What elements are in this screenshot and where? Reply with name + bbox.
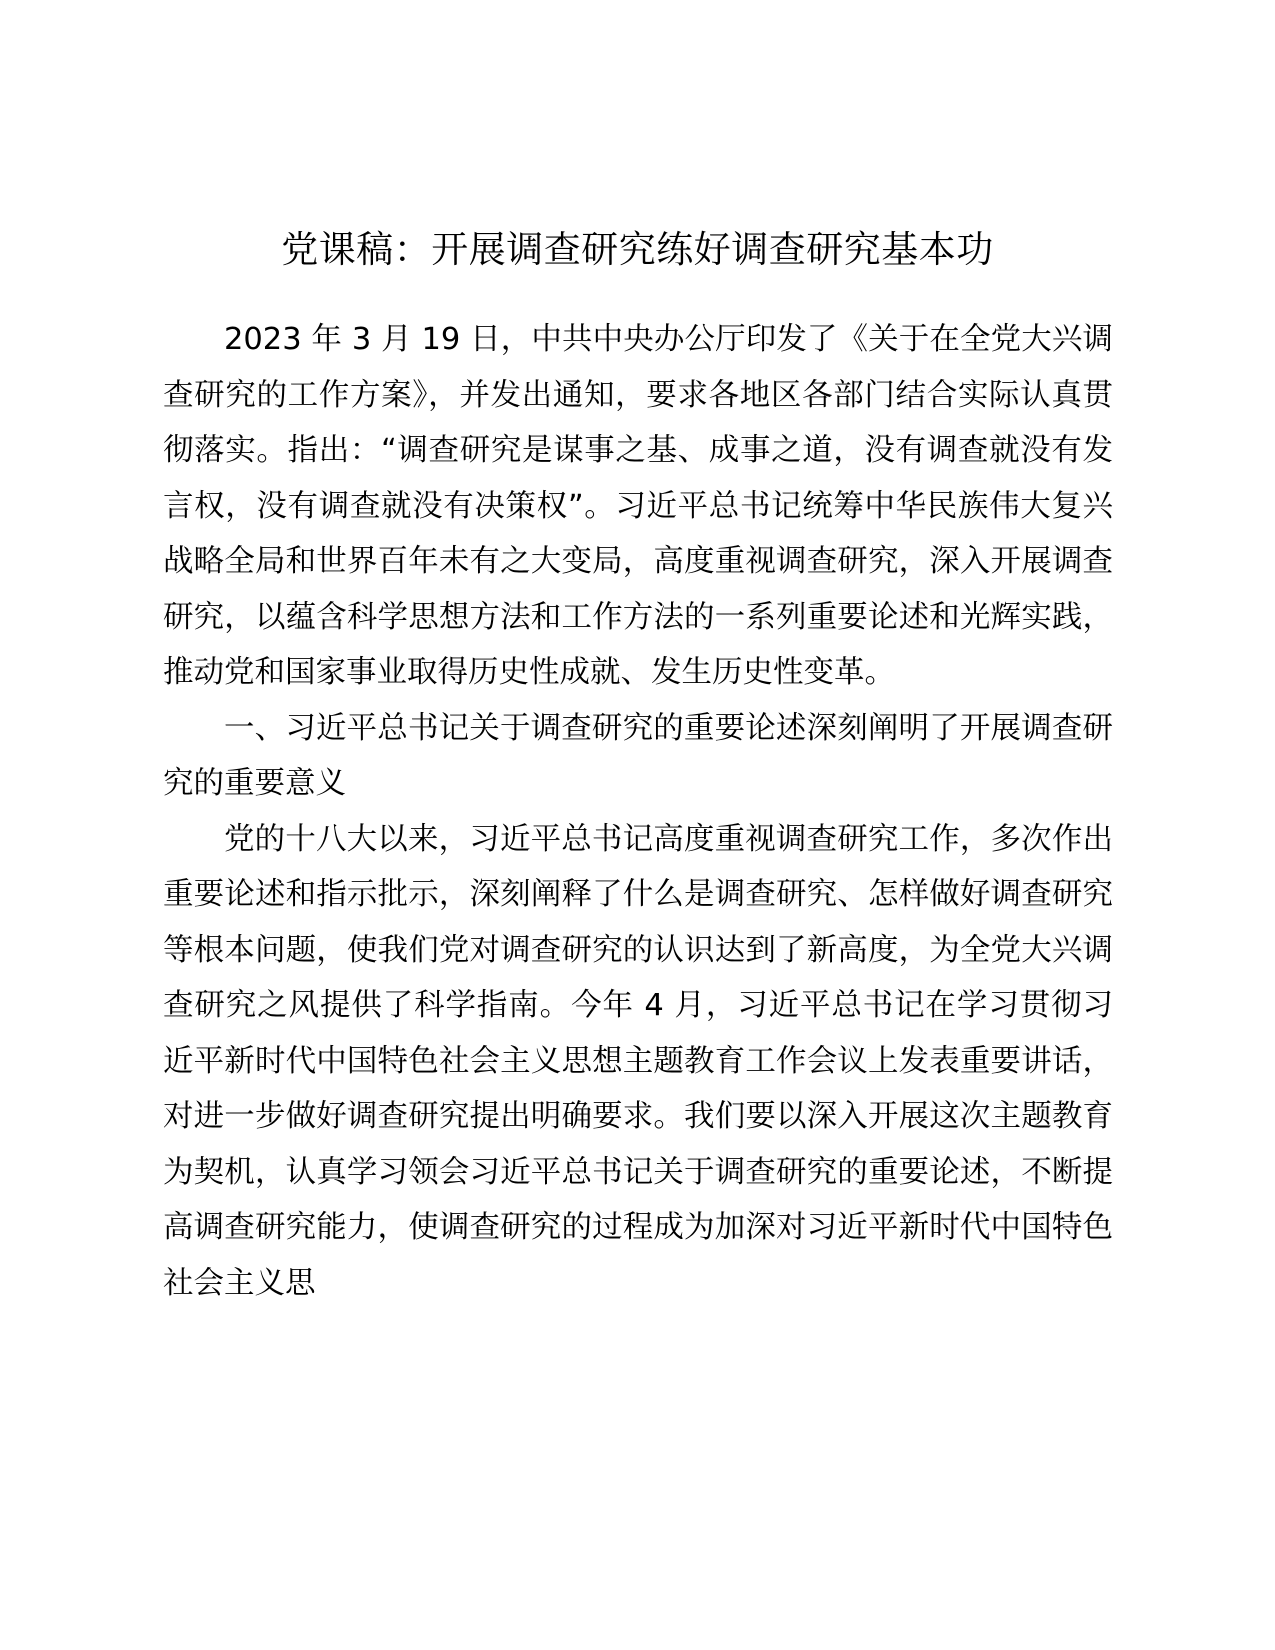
document-body [163,312,1113,1311]
document-title: 党课稿：开展调查研究练好调查研究基本功 [281,228,994,271]
paragraph-section-1: 党的十八大以来，习近平总书记高度重视调查研究工作，多次作出重要论述和指示批示，深刻阐释了什么是调查研究、怎样做好调查研究等根本问题，使我们党对调查研究的认识达到了新高度，为全党大兴调查研究之风提供了科学指南。今年 4 月，习近平总书记在学习贯彻习近平新时代中国特色社会主义思想主题教育工作会议上发表重要讲话，对进一步做好调查研究提出明确要求。我们要以深入开展这次主题教育为契机，认真学习领会习近平总书记关于调查研究的重要论述，不断提高调查研究能力，使调查研究的过程成为加深对习近平新时代中国特色社会主义思 [163,821,1113,1301]
paragraph-intro: 2023 年 3 月 19 日，中共中央办公厅印发了《关于在全党大兴调查研究的工作方案》，并发出通知，要求各地区各部门结合实际认真贯彻落实。指出：“调查研究是谋事之基、成事之道，没有调查就没有发言权，没有调查就没有决策权”。习近平总书记统筹中华民族伟大复兴战略全局和世界百年未有之大变局，高度重视调查研究，深入开展调查研究，以蕴含科学思想方法和工作方法的一系列重要论述和光辉实践，推动党和国家事业取得历史性成就、发生历史性变革。 [163,322,1113,690]
section-heading-1: 一、习近平总书记关于调查研究的重要论述深刻阐明了开展调查研究的重要意义 [163,710,1113,801]
